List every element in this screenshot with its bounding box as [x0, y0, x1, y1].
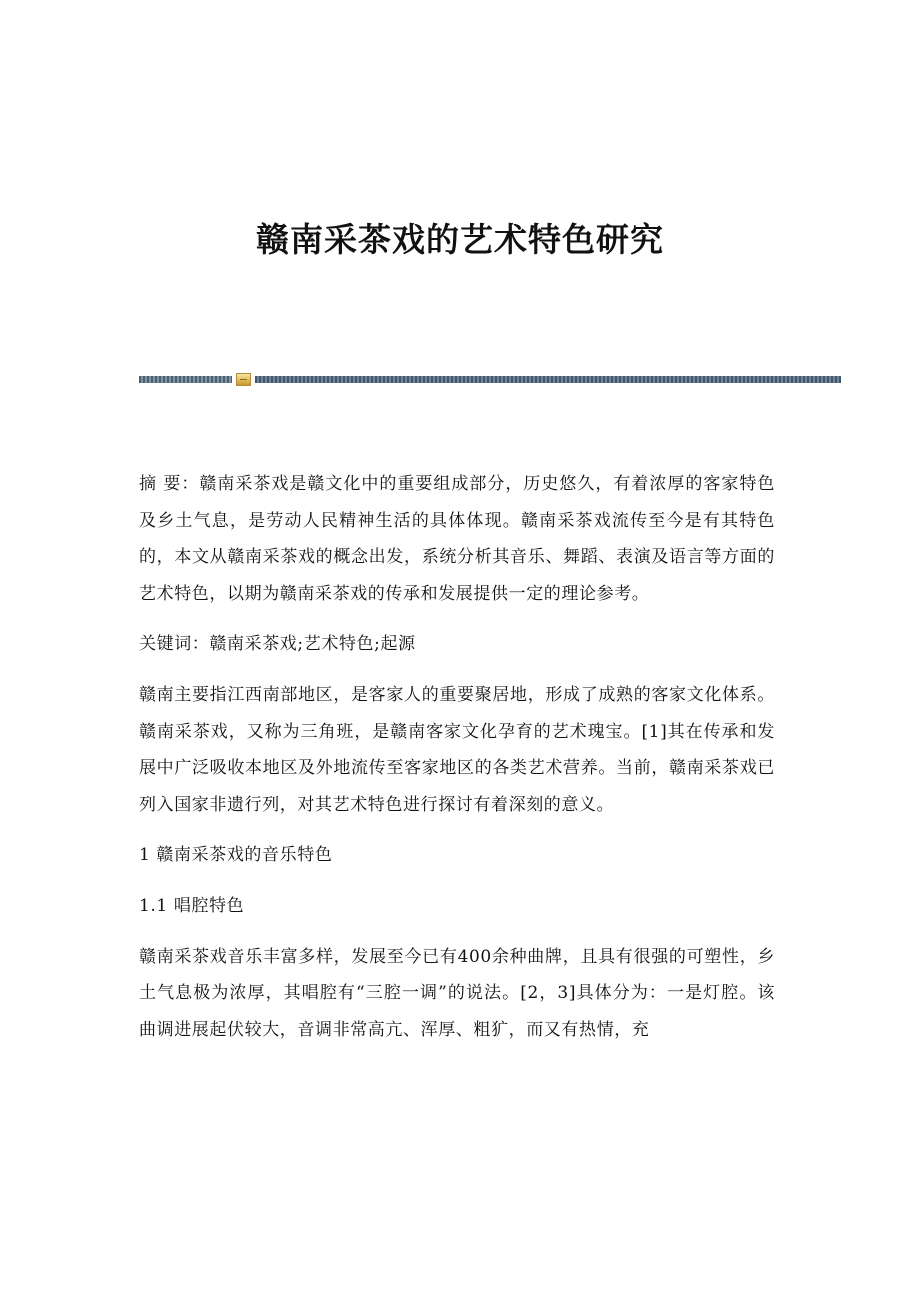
keywords-line: 关键词：赣南采茶戏;艺术特色;起源 — [139, 634, 416, 655]
document-body — [139, 466, 775, 1062]
document-title: 赣南采茶戏的艺术特色研究 — [256, 220, 664, 259]
abstract-paragraph: 摘 要：赣南采茶戏是赣文化中的重要组成部分，历史悠久，有着浓厚的客家特色及乡土气息，是劳动人民精神生活的具体体现。赣南采茶戏流传至今是有其特色的，本文从赣南采茶戏的概念出发，系统分析其音乐、舞蹈、表演及语言等方面的艺术特色，以期为赣南采茶戏的传承和发展提供一定的理论参考。 — [139, 474, 775, 604]
divider-ornament-icon — [236, 373, 251, 386]
divider-bar-right — [255, 376, 841, 383]
section-1-1-heading: 1.1 唱腔特色 — [139, 895, 245, 916]
section-1-heading: 1 赣南采茶戏的音乐特色 — [139, 845, 333, 866]
divider-bar-left — [139, 376, 232, 383]
title-divider — [139, 373, 841, 386]
intro-paragraph: 赣南主要指江西南部地区，是客家人的重要聚居地，形成了成熟的客家文化体系。赣南采茶戏，又称为三角班，是赣南客家文化孕育的艺术瑰宝。[1]其在传承和发展中广泛吸收本地区及外地流传至客家地区的各类艺术营养。当前，赣南采茶戏已列入国家非遗行列，对其艺术特色进行探讨有着深刻的意义。 — [139, 684, 775, 815]
section-1-1-paragraph: 赣南采茶戏音乐丰富多样，发展至今已有400余种曲牌，且具有很强的可塑性，乡土气息极为浓厚，其唱腔有“三腔一调”的说法。[2，3]具体分为：一是灯腔。该曲调进展起伏较大，音调非常高亢、浑厚、粗犷，而又有热情，充 — [139, 946, 775, 1040]
